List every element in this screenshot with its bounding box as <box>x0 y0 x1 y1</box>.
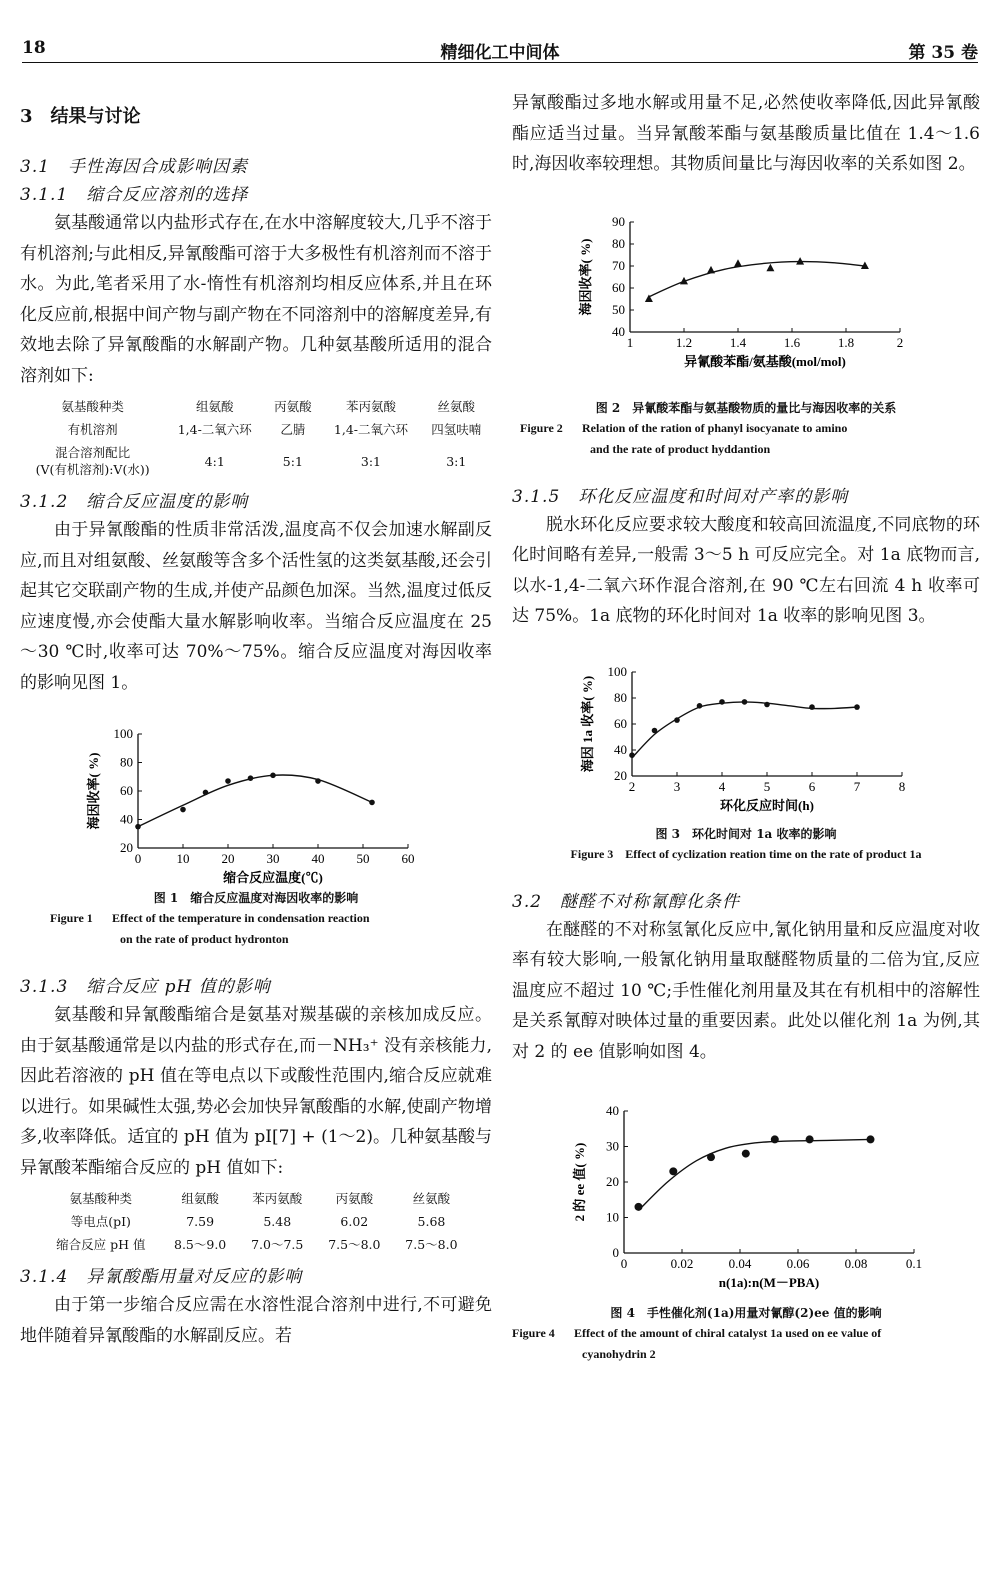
data-point <box>652 727 658 733</box>
data-point <box>669 1167 677 1175</box>
section-3-1-3-heading: 3.1.3 缩合反应 pH 值的影响 <box>20 977 271 997</box>
y-tick-label: 10 <box>606 1209 619 1225</box>
data-point <box>697 703 703 709</box>
y-tick-label: 80 <box>614 689 627 705</box>
y-tick-label: 90 <box>612 213 625 229</box>
x-tick-label: 10 <box>176 851 190 866</box>
paragraph-solvent: 氨基酸通常以内盐形式存在,在水中溶解度较大,几乎不溶于有机溶剂;与此相反,异氰酸酯可溶于大多极性有机溶剂而不溶于水。为此,笔者采用了水-惰性有机溶剂均相反应体系,并且在环化反应前,根据中间产物与副产物在不同溶剂中的溶解度差异,有效地去除了异氰酸酯的水解副产物。几种氨基酸所适用的混合溶剂如下: <box>20 213 492 386</box>
x-axis-label: 环化反应时间(h) <box>720 797 814 813</box>
paragraph-temperature: 由于异氰酸酯的性质非常活泼,温度高不仅会加速水解副反应,而且对组氨酸、丝氨酸等含多个活性氢的这类氨基酸,还会引起其它交联副产物的生成,并使产品颜色加深。当然,温度过低反应速度慢,亦会使酯大量水解影响收率。当缩合反应温度在 25～30 ℃时,收率可达 70%～75%。缩合反应温度对海因收率的影响见图 1。 <box>20 520 492 693</box>
left-column <box>20 88 492 1351</box>
x-tick-label: 1.4 <box>729 334 747 350</box>
figure-1-caption-line: Effect of the temperature in condensation reaction <box>112 911 370 925</box>
table-cell: 1,4-二氧六环 <box>333 422 408 437</box>
figure-1-chart <box>20 706 492 886</box>
x-tick-label: 5 <box>763 778 771 794</box>
y-tick-label: 20 <box>614 767 627 783</box>
y-axis-label: 海因收率( %) <box>578 238 593 315</box>
table-cell: 乙腈 <box>280 422 306 437</box>
y-axis-label: 海因收率( %) <box>86 752 101 830</box>
figure-2-caption-line: Relation of the ration of phanyl isocyanate to amino <box>582 420 848 435</box>
paragraph-cyanohydrin: 在醚醛的不对称氢氰化反应中,氰化钠用量和反应温度对收率有较大影响,一般氰化钠用量取醚醛物质量的二倍为宜,反应温度应不超过 10 ℃;手性催化剂用量及其在有机相中的溶解性是关系氰醇对映体过量的重要因素。此处以催化剂 1a 为例,其对 2 的 ee 值影响如图 4。 <box>512 919 980 1062</box>
fit-curve <box>632 701 857 757</box>
y-tick-label: 0 <box>612 1245 619 1260</box>
x-tick-label: 20 <box>221 851 235 866</box>
x-tick-label: 1 <box>626 334 634 350</box>
figure-3 <box>512 646 980 865</box>
table-cell: 3:1 <box>360 453 381 469</box>
figure-4-caption-line: cyanohydrin 2 <box>582 1347 656 1361</box>
paragraph-cyclization: 脱水环化反应要求较大酸度和较高回流温度,不同底物的环化时间略有差异,一般需 3～5 h 可反应完全。对 1a 底物而言,以水-1,4-二氧六环作混合溶剂,在 90 ℃左右回流 4 h 收率可达 75%。1a 底物的环化时间对 1a 收率的影响见图 3。 <box>512 514 980 626</box>
table-cell: 氨基酸种类 <box>69 1191 133 1206</box>
x-tick-label: 30 <box>266 851 280 866</box>
table-cell: 7.0～7.5 <box>251 1237 304 1252</box>
data-point <box>707 1153 715 1161</box>
x-tick-label: 2 <box>628 778 636 794</box>
table-label: (V(有机溶剂):V(水)) <box>35 462 150 477</box>
table-cell: 丙氨酸 <box>274 399 312 414</box>
table-cell: 6.02 <box>340 1214 369 1229</box>
data-point <box>796 257 804 265</box>
y-tick-label: 40 <box>614 741 627 757</box>
data-point <box>635 1203 643 1211</box>
data-point <box>719 699 725 705</box>
volume: 第 35 卷 <box>908 43 978 63</box>
y-tick-label: 30 <box>606 1138 619 1154</box>
data-point <box>270 773 276 779</box>
paragraph-isocyanate-cont: 异氰酸酯过多地水解或用量不足,必然使收率降低,因此异氰酸酯应适当过量。当异氰酸苯酯与氨基酸质量比值在 1.4～1.6 时,海因收率较理想。其物质间量比与海因收率的关系如图 2。 <box>512 93 980 174</box>
x-tick-label: 8 <box>898 778 906 794</box>
figure-4-label: Figure 4 <box>512 1326 555 1340</box>
table-cell: 等电点(pI) <box>70 1214 131 1229</box>
y-tick-label: 70 <box>612 257 625 273</box>
data-point <box>764 701 770 707</box>
table-cell: 缩合反应 pH 值 <box>56 1237 146 1252</box>
table-cell: 1,4-二氧六环 <box>177 422 252 437</box>
x-axis-label: 缩合反应温度(℃) <box>223 870 323 885</box>
data-point <box>248 775 254 781</box>
x-tick-label: 0.1 <box>905 1256 923 1271</box>
y-axis-label: 2 的 ee 值( %) <box>572 1142 587 1222</box>
data-point <box>707 265 715 273</box>
paragraph-isocyanate: 由于第一步缩合反应需在水溶性混合溶剂中进行,不可避免地伴随着异氰酸酯的水解副反应。若 <box>20 1295 492 1346</box>
table-cell: 8.5～9.0 <box>174 1237 227 1252</box>
figure-4-chart <box>512 1081 980 1301</box>
table-label: 混合溶剂配比 <box>55 445 131 460</box>
figure-2-caption-en <box>512 418 980 460</box>
table-cell: 丝氨酸 <box>412 1191 451 1206</box>
table-cell <box>20 441 165 481</box>
figure-4 <box>512 1081 980 1365</box>
x-tick-label: 3 <box>673 778 681 794</box>
table-cell: 7.5～8.0 <box>328 1237 381 1252</box>
section-3-1-heading: 3.1 手性海因合成影响因素 <box>20 157 249 177</box>
data-point <box>203 790 209 796</box>
y-tick-label: 40 <box>120 811 133 827</box>
x-tick-label: 1.6 <box>783 334 801 350</box>
figure-3-chart <box>512 646 980 822</box>
y-tick-label: 100 <box>607 663 627 679</box>
figure-2-label: Figure 2 <box>520 420 563 435</box>
solvent-table <box>20 395 492 481</box>
table-cell: 3:1 <box>446 453 467 469</box>
table-cell: 丙氨酸 <box>335 1191 374 1206</box>
data-point <box>854 704 860 710</box>
section-3-2-heading: 3.2 醚醛不对称氰醇化条件 <box>512 891 741 912</box>
x-tick-label: 1.2 <box>675 334 693 350</box>
figure-1-caption-cn: 图 1 缩合反应温度对海因收率的影响 <box>153 891 359 905</box>
fit-curve <box>138 775 372 827</box>
x-tick-label: 50 <box>356 851 370 866</box>
data-point <box>369 800 375 806</box>
figure-4-caption-en <box>512 1323 980 1365</box>
x-tick-label: 0 <box>134 851 142 866</box>
right-column <box>512 88 980 1365</box>
y-tick-label: 20 <box>120 840 133 855</box>
table-cell: 氨基酸种类 <box>61 399 124 414</box>
paragraph-ph: 氨基酸和异氰酸酯缩合是氨基对羰基碳的亲核加成反应。由于氨基酸通常是以内盐的形式存在,而－NH₃⁺ 没有亲核能力,因此若溶液的 pH 值在等电点以下或酸性范围内,缩合反应就难以进行。如果碱性太强,势必会加快异氰酸酯的水解,使副产物增多,收率降低。适宜的 pH 值为 pI[7] + (1～2)。几种氨基酸与异氰酸苯酯缩合反应的 pH 值如下: <box>20 1005 492 1178</box>
y-tick-label: 60 <box>120 783 133 798</box>
figure-2 <box>512 196 980 460</box>
x-tick-label: 0.08 <box>844 1256 868 1271</box>
table-cell: 四氢呋喃 <box>431 422 482 437</box>
fit-curve <box>649 261 865 296</box>
table-cell: 苯丙氨酸 <box>252 1191 303 1206</box>
figure-3-caption-cn: 图 3 环化时间对 1a 收率的影响 <box>655 826 837 841</box>
data-point <box>809 704 815 710</box>
figure-1-caption-line: on the rate of product hydronton <box>120 932 289 946</box>
data-point <box>225 778 231 784</box>
x-tick-label: 0 <box>620 1256 628 1271</box>
y-tick-label: 80 <box>612 235 625 251</box>
x-axis-label: 异氰酸苯酯/氨基酸(mol/mol) <box>684 353 846 369</box>
figure-2-caption-line: and the rate of product hyddantion <box>590 441 771 456</box>
figure-2-caption-cn: 图 2 异氰酸苯酯与氨基酸物质的量比与海因收率的关系 <box>595 400 897 415</box>
y-tick-label: 60 <box>612 279 625 295</box>
x-tick-label: 60 <box>401 851 415 866</box>
figure-1 <box>20 706 492 950</box>
x-tick-label: 7 <box>853 778 861 794</box>
section-3-heading: 3 结果与讨论 <box>20 106 141 127</box>
table-cell: 4:1 <box>204 453 225 469</box>
page-header <box>22 0 978 63</box>
data-point <box>867 1135 875 1143</box>
section-3-1-2-heading: 3.1.2 缩合反应温度的影响 <box>20 492 249 512</box>
table-cell: 组氨酸 <box>181 1191 219 1206</box>
table-cell: 7.5～8.0 <box>405 1237 458 1252</box>
y-tick-label: 40 <box>606 1103 619 1118</box>
x-tick-label: 4 <box>718 778 726 794</box>
figure-3-caption-en: Figure 3 Effect of cyclization reation time on the rate of product 1a <box>570 846 922 861</box>
table-cell: 7.59 <box>186 1214 215 1229</box>
ph-table <box>40 1187 470 1256</box>
x-tick-label: 6 <box>808 778 816 794</box>
figure-4-caption-cn: 图 4 手性催化剂(1a)用量对氰醇(2)ee 值的影响 <box>610 1306 882 1320</box>
data-point <box>629 752 635 758</box>
data-point <box>771 1135 779 1143</box>
data-point <box>766 263 774 271</box>
y-tick-label: 20 <box>606 1174 619 1189</box>
figure-1-label: Figure 1 <box>50 911 93 925</box>
data-point <box>180 807 186 813</box>
x-tick-label: 0.04 <box>728 1256 752 1271</box>
x-tick-label: 40 <box>311 851 325 866</box>
data-point <box>742 699 748 705</box>
section-3-1-1-heading: 3.1.1 缩合反应溶剂的选择 <box>20 185 249 205</box>
section-3-1-5-heading: 3.1.5 环化反应温度和时间对产率的影响 <box>512 486 849 507</box>
y-tick-label: 60 <box>614 715 627 731</box>
y-tick-label: 50 <box>612 301 625 317</box>
x-tick-label: 0.02 <box>670 1256 694 1271</box>
x-tick-label: 1.8 <box>837 334 855 350</box>
table-cell: 苯丙氨酸 <box>345 399 396 414</box>
data-point <box>742 1150 750 1158</box>
figure-2-chart <box>512 196 980 396</box>
data-point <box>315 778 321 784</box>
section-3-1-4-heading: 3.1.4 异氰酸酯用量对反应的影响 <box>20 1267 303 1287</box>
table-cell: 5.48 <box>263 1214 292 1229</box>
x-tick-label: 2 <box>896 334 904 350</box>
data-point <box>135 824 141 830</box>
table-cell: 组氨酸 <box>195 399 234 414</box>
y-tick-label: 100 <box>113 726 133 741</box>
table-cell: 有机溶剂 <box>67 422 118 437</box>
y-tick-label: 40 <box>612 323 625 339</box>
x-tick-label: 0.06 <box>786 1256 810 1271</box>
y-tick-label: 80 <box>120 754 133 770</box>
y-axis-label: 海因 1a 收率( %) <box>580 675 595 772</box>
table-cell: 5:1 <box>282 453 303 469</box>
data-point <box>674 717 680 723</box>
data-point <box>806 1135 814 1143</box>
page-number: 18 <box>22 38 46 58</box>
data-point <box>734 259 742 267</box>
figure-4-caption-line: Effect of the amount of chiral catalyst 1a used on ee value of <box>574 1326 882 1340</box>
table-cell: 5.68 <box>417 1214 446 1229</box>
table-cell: 丝氨酸 <box>437 399 476 414</box>
figure-1-caption-en <box>20 908 492 950</box>
x-axis-label: n(1a):n(M－PBA) <box>718 1275 820 1290</box>
journal-title: 精细化工中间体 <box>440 43 560 63</box>
